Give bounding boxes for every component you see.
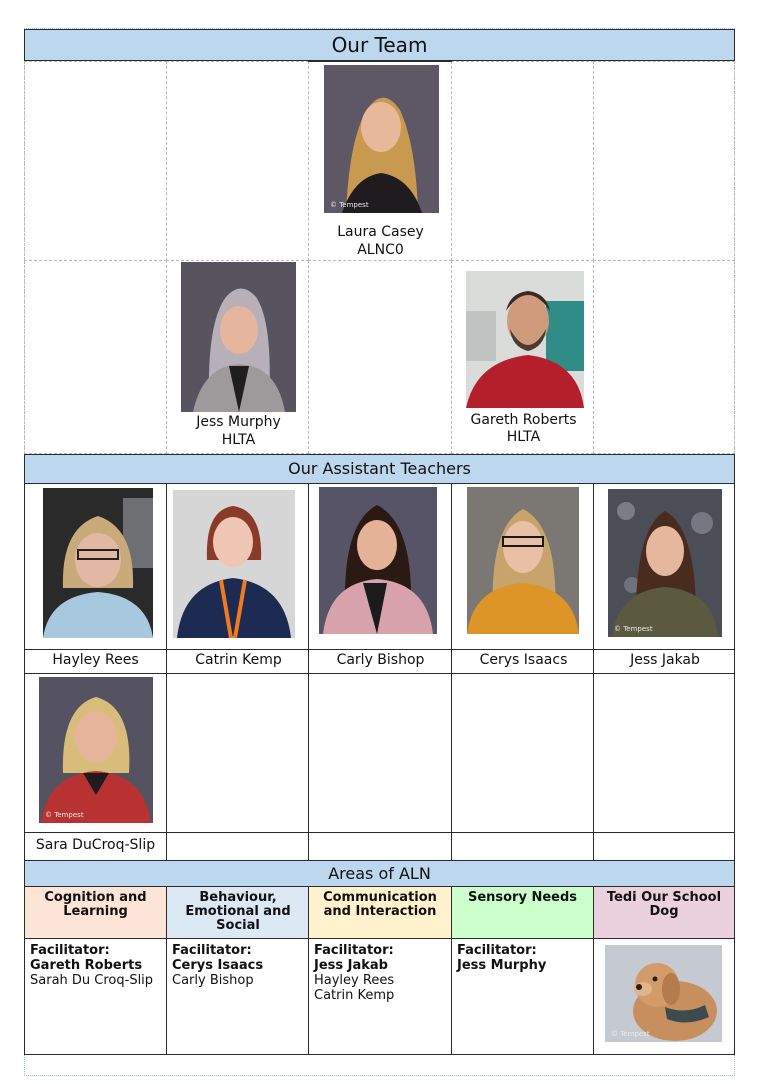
photo-sara-ducroq-slip (39, 677, 153, 823)
aln-title: Areas of ALN (328, 864, 431, 883)
photo-cerys-isaacs (467, 487, 579, 634)
aln-band (24, 860, 735, 887)
aln-heading-cognition: Cognition and Learning (44, 890, 147, 919)
facilitator-label: Facilitator: (172, 943, 252, 958)
member-name: Sarah Du Croq-Slip (30, 973, 154, 988)
assistant-name: Carly Bishop (336, 652, 425, 668)
photo-watermark: © Tempest (614, 625, 653, 633)
assistant-name: Hayley Rees (52, 652, 139, 668)
facilitator-label: Facilitator: (314, 943, 394, 958)
photo-hayley-rees (43, 488, 153, 638)
leader-role: ALNC0 (357, 242, 404, 258)
aln-heading-dog: Tedi Our School Dog (606, 890, 722, 919)
aln-body-behaviour (172, 943, 304, 988)
page-title: Our Team (331, 33, 428, 57)
assistant-name: Sara DuCroq-Slip (35, 837, 156, 853)
aln-heading-sensory: Sensory Needs (467, 890, 578, 905)
facilitator-label: Facilitator: (30, 943, 110, 958)
aln-heading-behaviour: Behaviour, Emotional and Social (185, 890, 291, 933)
photo-watermark: © Tempest (611, 1030, 650, 1038)
photo-gareth-roberts (466, 271, 584, 408)
assistant-name: Cerys Isaacs (479, 652, 568, 668)
assistant-name: Jess Jakab (630, 652, 700, 668)
aln-heading-communication: Communication and Interaction (323, 890, 437, 919)
photo-catrin-kemp (173, 490, 295, 638)
photo-laura-casey (324, 65, 439, 213)
photo-watermark: © Tempest (45, 811, 84, 819)
facilitator-label: Facilitator: (457, 943, 537, 958)
assistant-name: Catrin Kemp (195, 652, 282, 668)
facilitator-name: Cerys Isaacs (172, 958, 264, 973)
leader-role: HLTA (506, 429, 541, 445)
facilitator-name: Jess Murphy (457, 958, 547, 973)
photo-watermark: © Tempest (330, 201, 369, 209)
assistants-title: Our Assistant Teachers (288, 459, 471, 478)
leader-role: HLTA (221, 432, 256, 448)
photo-jess-jakab (608, 489, 722, 637)
leader-name: Laura Casey (337, 224, 424, 240)
assistants-band (24, 454, 735, 484)
facilitator-name: Gareth Roberts (30, 958, 143, 973)
photo-carly-bishop (319, 487, 437, 634)
member-name: Catrin Kemp (314, 988, 395, 1003)
aln-body-sensory (457, 943, 589, 973)
aln-body-communication (314, 943, 448, 1003)
photo-tedi-dog (605, 945, 722, 1042)
leader-name: Jess Murphy (196, 414, 281, 430)
aln-body-cognition (30, 943, 162, 988)
our-team-band (24, 29, 735, 61)
photo-jess-murphy (181, 262, 296, 412)
facilitator-name: Jess Jakab (314, 958, 388, 973)
member-name: Hayley Rees (314, 973, 395, 988)
member-name: Carly Bishop (172, 973, 254, 988)
leader-name: Gareth Roberts (470, 412, 577, 428)
